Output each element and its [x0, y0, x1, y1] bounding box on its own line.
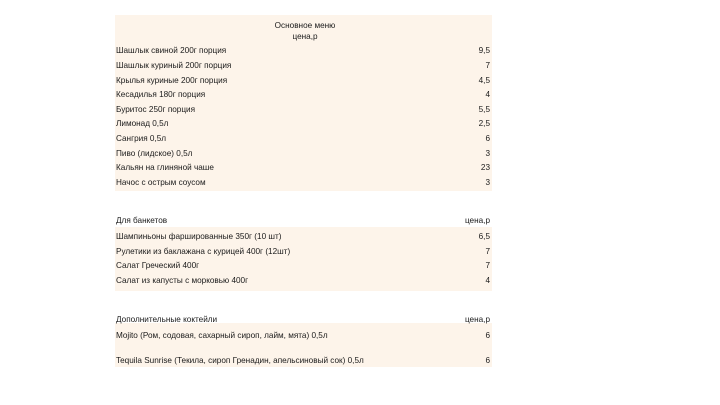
item-name: Крылья куриные 200г порция: [116, 76, 228, 85]
item-name: Пиво (лидское) 0,5л: [116, 149, 193, 158]
item-name: Начос с острым соусом: [116, 178, 206, 187]
item-name: Шампиньоны фаршированные 350г (10 шт): [116, 232, 282, 241]
item-name: Кесадилья 180г порция: [116, 90, 206, 99]
item-price: 6,5: [478, 232, 490, 241]
item-name: Лимонад 0,5л: [116, 119, 169, 128]
cocktails-price-header: цена,р: [464, 315, 490, 324]
item-name: Салат из капусты с морковью 400г: [116, 276, 249, 285]
menu-row: [115, 160, 492, 175]
item-price: 3: [485, 178, 490, 187]
item-name: Салат Греческий 400г: [116, 261, 200, 270]
item-name: Рулетики из баклажана с курицей 400г (12шт): [116, 247, 291, 256]
menu-row: [115, 58, 492, 73]
cocktails-header-row: [115, 312, 492, 327]
item-name: Кальян на глиняной чаше: [116, 163, 214, 172]
menu-row: [115, 87, 492, 102]
item-price: 6: [485, 134, 490, 143]
menu-row: [115, 328, 492, 343]
menu-row: [115, 229, 492, 244]
banquet-title: Для банкетов: [116, 216, 168, 225]
banquet-price-header: цена,р: [464, 216, 490, 225]
menu-title: Основное меню: [274, 21, 336, 30]
menu-row: [115, 273, 492, 288]
item-price: 2,5: [478, 119, 490, 128]
menu-row: [115, 175, 492, 190]
item-name: Шашлык куриный 200г порция: [116, 61, 232, 70]
menu-row: [115, 258, 492, 273]
item-price: 7: [485, 261, 490, 270]
item-price: 6: [485, 356, 490, 365]
menu-row: [115, 244, 492, 259]
cocktails-title: Дополнительные коктейли: [116, 315, 218, 324]
item-name: Mojito (Ром, содовая, сахарный сироп, лайм, мята) 0,5л: [116, 331, 328, 340]
menu-row: [115, 353, 492, 368]
item-price: 7: [485, 247, 490, 256]
item-name: Tequila Sunrise (Текила, сироп Гренадин, апельсиновый сок) 0,5л: [116, 356, 364, 365]
menu-row: [115, 43, 492, 58]
item-price: 5,5: [478, 105, 490, 114]
price-column-header: цена,р: [292, 32, 318, 41]
item-price: 4: [485, 90, 490, 99]
menu-row: [115, 131, 492, 146]
item-price: 6: [485, 331, 490, 340]
item-price: 3: [485, 149, 490, 158]
item-price: 4,5: [478, 76, 490, 85]
item-price: 9,5: [478, 46, 490, 55]
item-name: Шашлык свиной 200г порция: [116, 46, 227, 55]
item-price: 7: [485, 61, 490, 70]
item-name: Сангрия 0,5л: [116, 134, 167, 143]
item-name: Буритос 250г порция: [116, 105, 196, 114]
menu-row: [115, 116, 492, 131]
item-price: 4: [485, 276, 490, 285]
menu-row: [115, 146, 492, 161]
menu-row: [115, 73, 492, 88]
banquet-header-row: [115, 213, 492, 228]
menu-row: [115, 102, 492, 117]
item-price: 23: [480, 163, 490, 172]
menu-sheet: [115, 15, 492, 367]
